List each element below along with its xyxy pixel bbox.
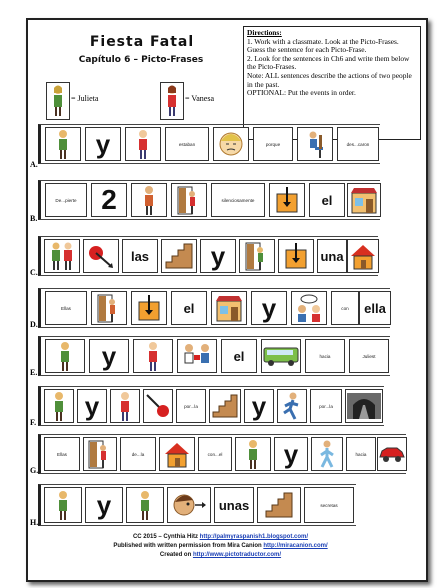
directions-line-4: OPTIONAL: Put the events in order.: [247, 88, 356, 98]
directions-line-3: Note: ALL sentences describe the actions of two people in the past.: [247, 70, 412, 89]
card-word: el: [221, 339, 257, 373]
card-small-word: hacia: [305, 339, 345, 373]
row-label-g: G.: [30, 466, 39, 475]
picto-row-e: [38, 336, 390, 376]
card-word: las: [122, 239, 158, 273]
footer-created: Created on: [159, 552, 193, 558]
julieta-icon: [126, 487, 164, 523]
card-small-word: silenciosamente: [211, 183, 265, 217]
card-word: y: [200, 239, 236, 273]
card-small-word: secretas: [304, 487, 354, 523]
pictotraductor-link[interactable]: http://www.pictotraductor.com/: [192, 552, 282, 558]
card-word: unas: [214, 487, 254, 523]
card-word: el: [309, 183, 345, 217]
directions-line-1: 1. Work with a classmate. Look at the Picto-Frases. Guess the sentence for each Picto-Frase.: [247, 36, 399, 55]
card-small-word: Juliest: [349, 339, 389, 373]
blog-link[interactable]: http://palmyraspanish1.blogspot.com/: [199, 534, 309, 540]
page-subtitle: Capítulo 6 – Picto-Frases: [78, 55, 204, 65]
card-small-word: de...la: [120, 437, 156, 471]
row-label-f: F.: [30, 418, 37, 427]
house-icon: [347, 239, 379, 273]
card-small-word: Ellas: [45, 291, 87, 325]
card-word: ella: [359, 291, 391, 325]
picto-row-h: [38, 484, 356, 526]
card-small-word: por...la: [310, 389, 342, 423]
restaurant-icon: [347, 183, 381, 217]
julieta-icon: [44, 389, 74, 423]
page-title: Fiesta Fatal: [89, 34, 195, 50]
down-arrow-box-icon: [278, 239, 314, 273]
footer-permission: Published with written permission from Mira Canion: [113, 543, 264, 549]
picto-row-b: [38, 180, 380, 220]
row-label-a: A.: [30, 160, 38, 169]
card-word: y: [89, 339, 129, 373]
person-icon: [131, 183, 167, 217]
leave-door-icon: [91, 291, 127, 325]
stairs-icon: [209, 389, 241, 423]
stairs-icon: [257, 487, 301, 523]
bus-icon: [261, 339, 301, 373]
julieta-icon: [45, 339, 85, 373]
vanesa-icon: [110, 389, 140, 423]
footer-line-2: [0, 543, 441, 549]
card-word: una: [317, 239, 347, 273]
card-small-word: estaban: [165, 127, 209, 161]
give-icon: [177, 339, 217, 373]
directions-line-2: 2. Look for the sentences in Ch6 and write them below the Picto-Frases.: [247, 53, 410, 72]
stairs-icon: [161, 239, 197, 273]
legend-vanesa-label: = Vanesa: [185, 94, 215, 103]
sit-chair-icon: [297, 127, 333, 161]
row-label-c: C.: [30, 268, 38, 277]
card-small-word: hacia: [346, 437, 376, 471]
card-small-word: Ellas: [44, 437, 80, 471]
down-arrow-box-icon: [269, 183, 305, 217]
row-label-e: E.: [30, 368, 38, 377]
vanesa-figure-icon: [160, 82, 184, 120]
discover-face-icon: [167, 487, 211, 523]
arrow-ball-icon: [143, 389, 173, 423]
card-word: y: [85, 487, 123, 523]
picto-row-f: [38, 386, 384, 426]
number-two-card: 2: [91, 183, 127, 217]
directions-box: [243, 26, 421, 140]
vanesa-icon: [125, 127, 161, 161]
footer-copyright: CC 2015 – Cynthia Hitz: [132, 534, 200, 540]
julieta-icon: [45, 127, 81, 161]
walking-person-icon: [311, 437, 343, 471]
house-icon: [159, 437, 195, 471]
picto-row-a: [38, 124, 380, 164]
card-small-word: des...caron: [337, 127, 379, 161]
running-person-icon: [277, 389, 307, 423]
picto-row-g: [38, 434, 406, 474]
row-label-b: B.: [30, 214, 38, 223]
card-word: el: [171, 291, 207, 325]
card-word: y: [77, 389, 107, 423]
julieta-icon: [235, 437, 271, 471]
legend-julieta-label: = Julieta: [71, 94, 99, 103]
tired-face-icon: [213, 127, 249, 161]
card-word: y: [251, 291, 287, 325]
picto-row-c: [38, 236, 378, 276]
card-word: y: [244, 389, 274, 423]
miracanion-link[interactable]: http://miracanion.com/: [263, 543, 328, 549]
down-arrow-box-icon: [131, 291, 167, 325]
row-label-h: H.: [30, 518, 39, 527]
two-girls-icon: [44, 239, 80, 273]
card-small-word: porque: [253, 127, 293, 161]
restaurant-icon: [211, 291, 247, 325]
row-label-d: D.: [30, 320, 38, 329]
julieta-figure-icon: [46, 82, 70, 120]
footer-line-3: [0, 552, 441, 558]
leave-door-icon: [83, 437, 117, 471]
footer-line-1: [0, 534, 441, 540]
card-small-word: con...el: [198, 437, 232, 471]
card-small-word: De...pierte: [45, 183, 87, 217]
card-word: y: [274, 437, 308, 471]
picto-row-d: [38, 288, 390, 328]
tunnel-icon: [345, 389, 383, 423]
vanesa-icon: [133, 339, 173, 373]
leave-door-icon: [239, 239, 275, 273]
card-small-word: por...la: [176, 389, 206, 423]
car-icon: [377, 437, 407, 471]
ball-arrow-icon: [83, 239, 119, 273]
leave-door-icon: [171, 183, 207, 217]
directions-heading: Directions:: [247, 28, 282, 37]
card-small-word: con: [331, 291, 359, 325]
julieta-icon: [44, 487, 82, 523]
talk-icon: [291, 291, 327, 325]
card-word: y: [85, 127, 121, 161]
